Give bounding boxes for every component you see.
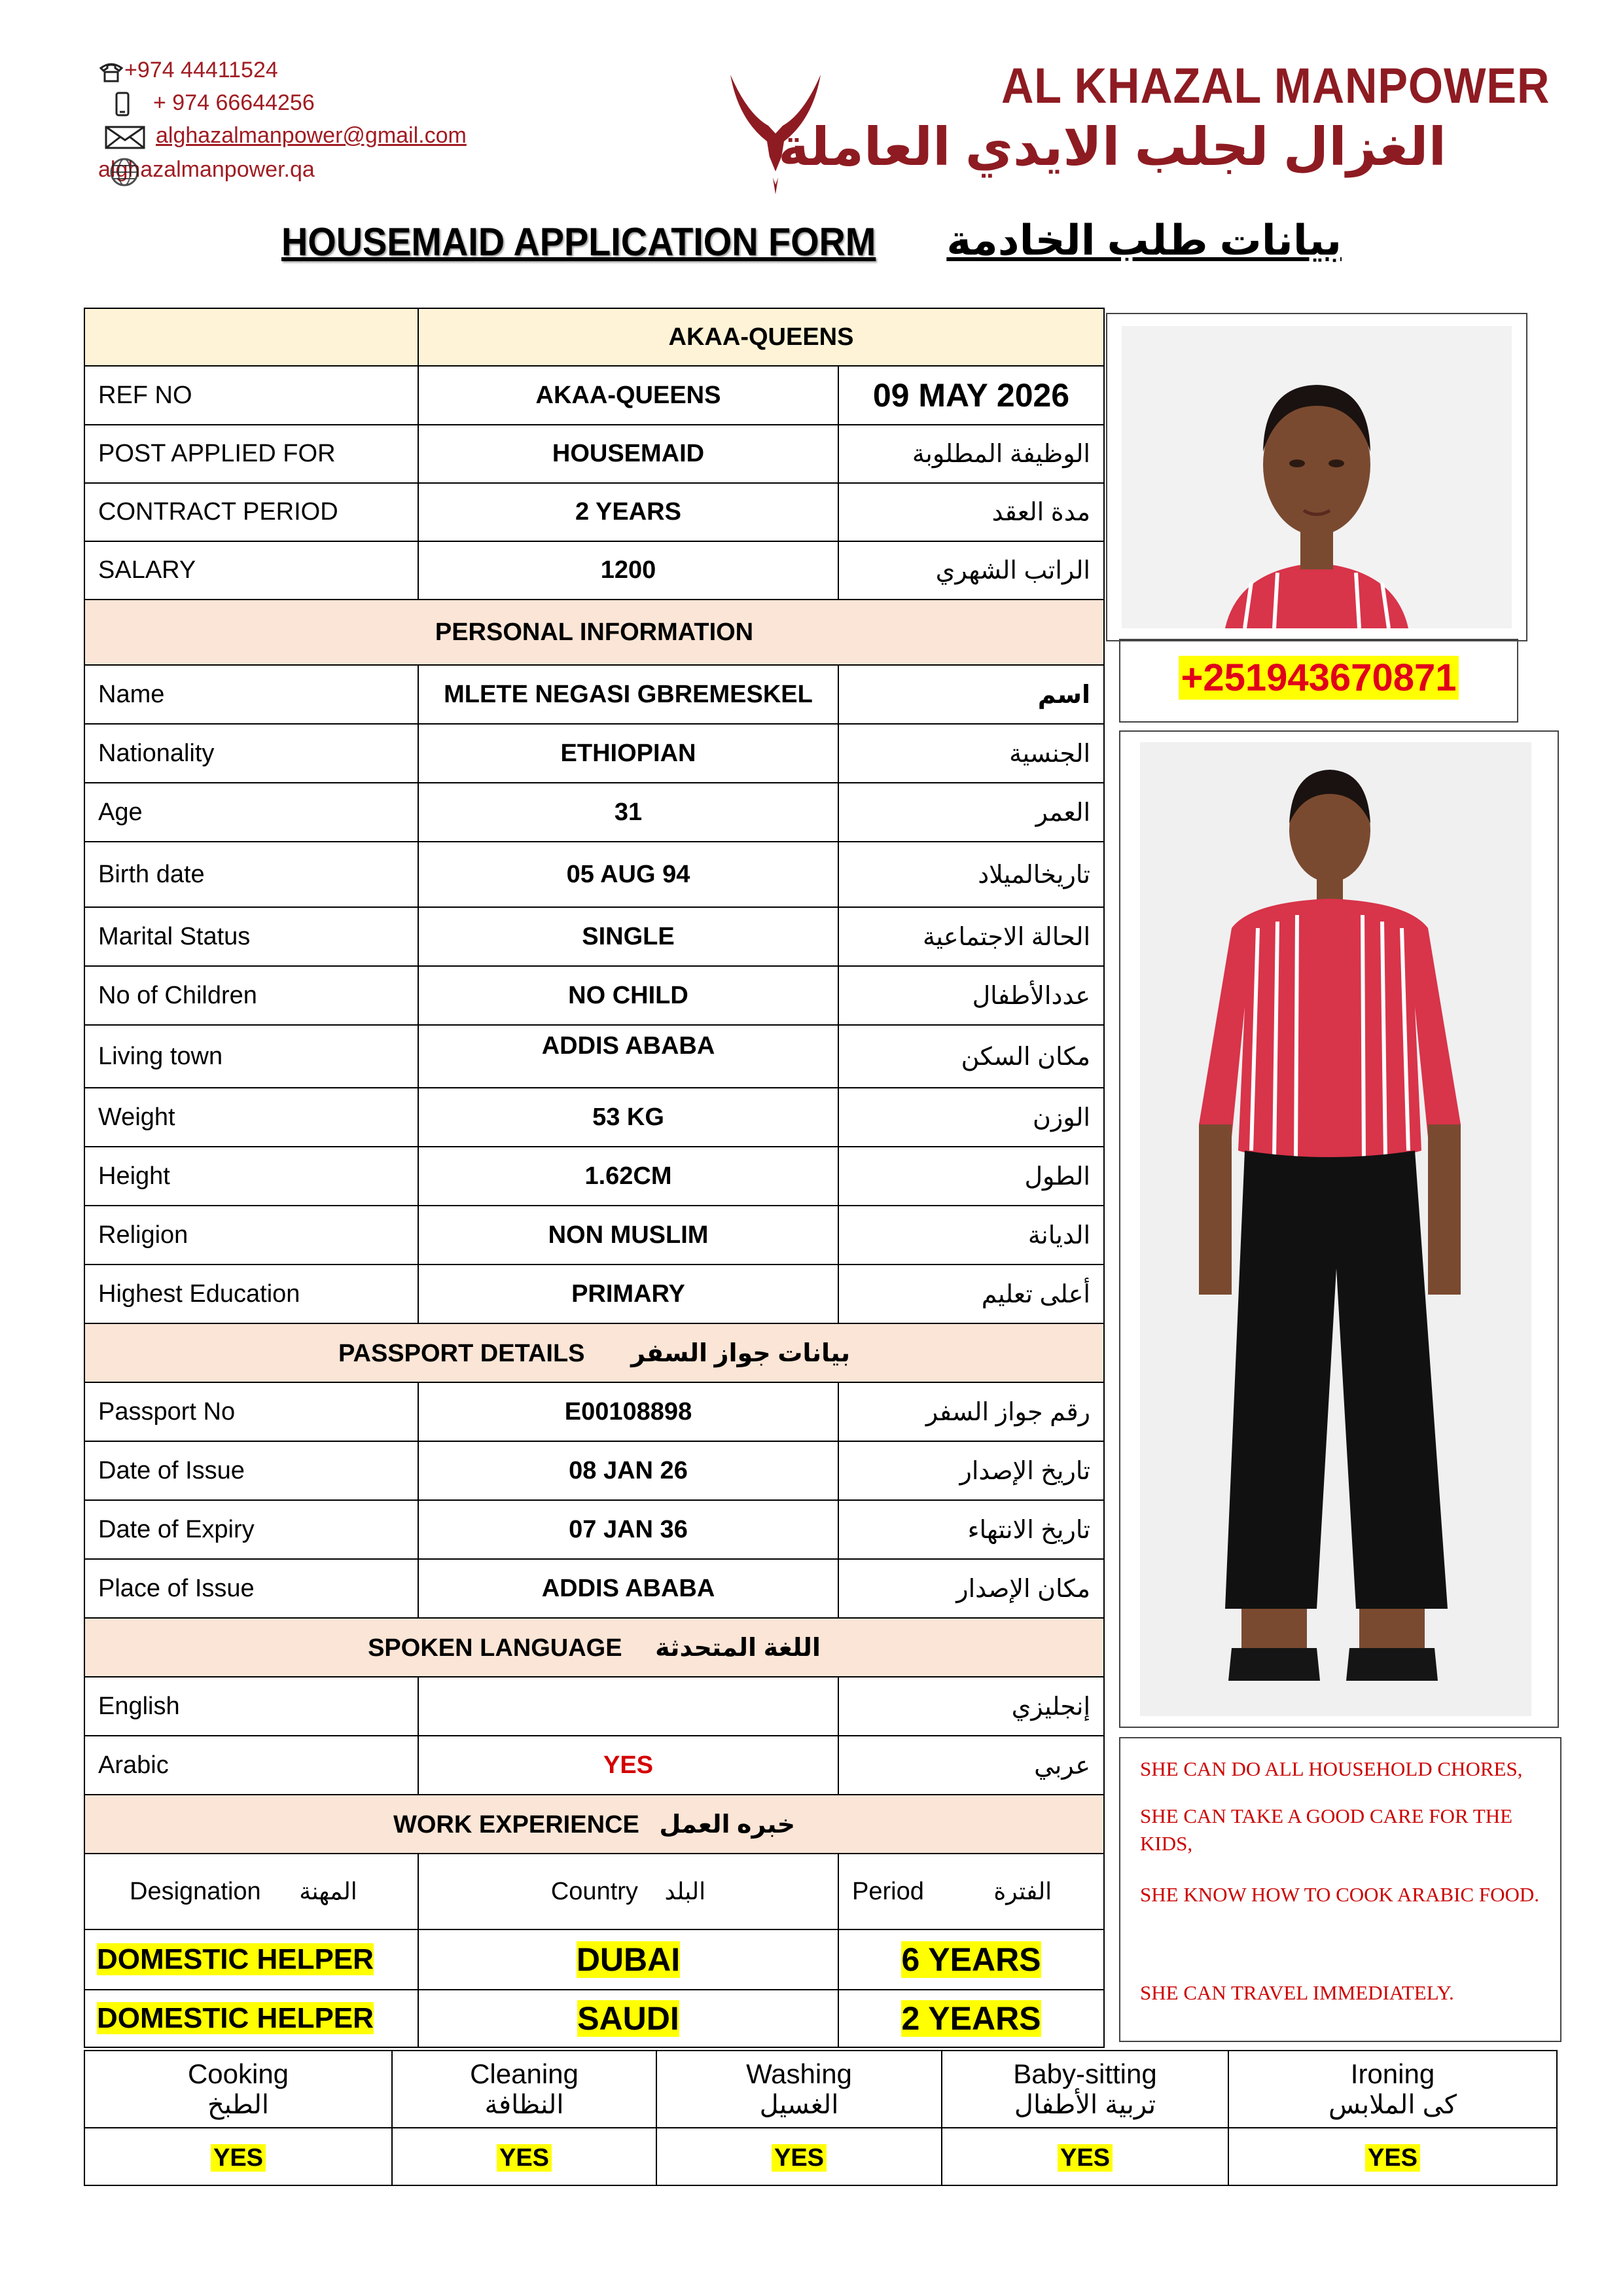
- table-row: Date of Expiry 07 JAN 36 تاريخ الانتهاء: [84, 1500, 1104, 1559]
- form-date: 09 MAY 2026: [838, 366, 1104, 425]
- mobile-phone-icon: [110, 92, 144, 117]
- skill-value: YES: [942, 2128, 1228, 2185]
- work-columns-row: Designation المهنة Country البلد Period الفترة: [84, 1854, 1104, 1929]
- skill-value: YES: [656, 2128, 942, 2185]
- remark-item: SHE KNOW HOW TO COOK ARABIC FOOD.: [1140, 1883, 1540, 1906]
- table-row: Arabic YES عربي: [84, 1736, 1104, 1795]
- table-row: Place of Issue ADDIS ABABA مكان الإصدار: [84, 1559, 1104, 1618]
- skill-header: Ironing کی الملابس: [1228, 2051, 1557, 2128]
- table-row: Birth date 05 AUG 94 تاريخالميلاد: [84, 842, 1104, 907]
- telephone-icon: [98, 59, 124, 84]
- portrait-photo: [1106, 313, 1527, 641]
- contact-phone: +251943670871: [1119, 639, 1518, 723]
- form-title-en: HOUSEMAID APPLICATION FORM: [281, 220, 876, 264]
- table-row: Weight 53 KG الوزن: [84, 1088, 1104, 1147]
- globe-icon: [105, 157, 144, 182]
- email-line: [105, 123, 467, 149]
- form-title-ar: بيانات طلب الخادمة: [946, 217, 1342, 264]
- skill-header: Baby-sitting تربية الأطفال: [942, 2051, 1228, 2128]
- remark-item: SHE CAN DO ALL HOUSEHOLD CHORES,: [1140, 1757, 1523, 1780]
- phone-line-2: + 974 66644256: [110, 90, 315, 117]
- email-link[interactable]: alghazalmanpower@gmail.com: [156, 123, 467, 148]
- brand-name-ar: الغزال لجلب الايدي العاملة: [778, 118, 1446, 176]
- table-row: Passport No E00108898 رقم جواز السفر: [84, 1382, 1104, 1441]
- table-row: POST APPLIED FOR HOUSEMAID الوظيفة المطلوبة: [84, 425, 1104, 483]
- table-row: Living town ADDIS ABABA مكان السكن: [84, 1025, 1104, 1088]
- table-row: DOMESTIC HELPER DUBAI 6 YEARS: [84, 1929, 1104, 1990]
- ref-value: AKAA-QUEENS: [418, 366, 838, 425]
- skill-value: YES: [84, 2128, 392, 2185]
- envelope-icon: [105, 124, 147, 149]
- skill-header: Washing الغسيل: [656, 2051, 942, 2128]
- table-row: DOMESTIC HELPER SAUDI 2 YEARS: [84, 1990, 1104, 2047]
- skill-header: Cooking الطبخ: [84, 2051, 392, 2128]
- table-row: Name MLETE NEGASI GBREMESKEL اسم: [84, 665, 1104, 724]
- work-experience-header: WORK EXPERIENCE خبره العمل: [84, 1795, 1104, 1854]
- full-body-photo: [1119, 730, 1559, 1728]
- remark-item: SHE CAN TRAVEL IMMEDIATELY.: [1140, 1981, 1454, 2004]
- table-row: Date of Issue 08 JAN 26 تاريخ الإصدار: [84, 1441, 1104, 1500]
- ref-label: REF NO: [84, 366, 418, 425]
- personal-info-header: PERSONAL INFORMATION: [84, 600, 1104, 665]
- phone-line-1: +974 44411524: [98, 58, 278, 84]
- table-row: Highest Education PRIMARY أعلى تعليم: [84, 1265, 1104, 1323]
- skill-header: Cleaning النظافة: [392, 2051, 656, 2128]
- spoken-language-header: SPOKEN LANGUAGE اللغة المتحدثة: [84, 1618, 1104, 1677]
- passport-details-header: PASSPORT DETAILS بيانات جواز السفر: [84, 1323, 1104, 1382]
- application-table: [84, 308, 1105, 2048]
- remark-item: SHE CAN TAKE A GOOD CARE FOR THE KIDS,: [1140, 1804, 1513, 1855]
- skill-value: YES: [1228, 2128, 1557, 2185]
- table-row: Age 31 العمر: [84, 783, 1104, 842]
- website-link[interactable]: alghazalmanpower.qa: [98, 157, 315, 182]
- table-row: No of Children NO CHILD عددالأطفال: [84, 966, 1104, 1025]
- website-line: [98, 157, 315, 183]
- table-row: Religion NON MUSLIM الديانة: [84, 1206, 1104, 1265]
- table-row: SALARY 1200 الراتب الشهري: [84, 541, 1104, 600]
- table-row: Nationality ETHIOPIAN الجنسية: [84, 724, 1104, 783]
- remarks-box: [1119, 1737, 1561, 2042]
- office-name: AKAA-QUEENS: [418, 308, 1104, 366]
- table-row: Height 1.62CM الطول: [84, 1147, 1104, 1206]
- table-row: Marital Status SINGLE الحالة الاجتماعية: [84, 907, 1104, 966]
- table-row: English إنجليزي: [84, 1677, 1104, 1736]
- skills-table: [84, 2050, 1558, 2186]
- skill-value: YES: [392, 2128, 656, 2185]
- table-row: CONTRACT PERIOD 2 YEARS مدة العقد: [84, 483, 1104, 541]
- brand-name-en: AL KHAZAL MANPOWER: [1001, 58, 1550, 114]
